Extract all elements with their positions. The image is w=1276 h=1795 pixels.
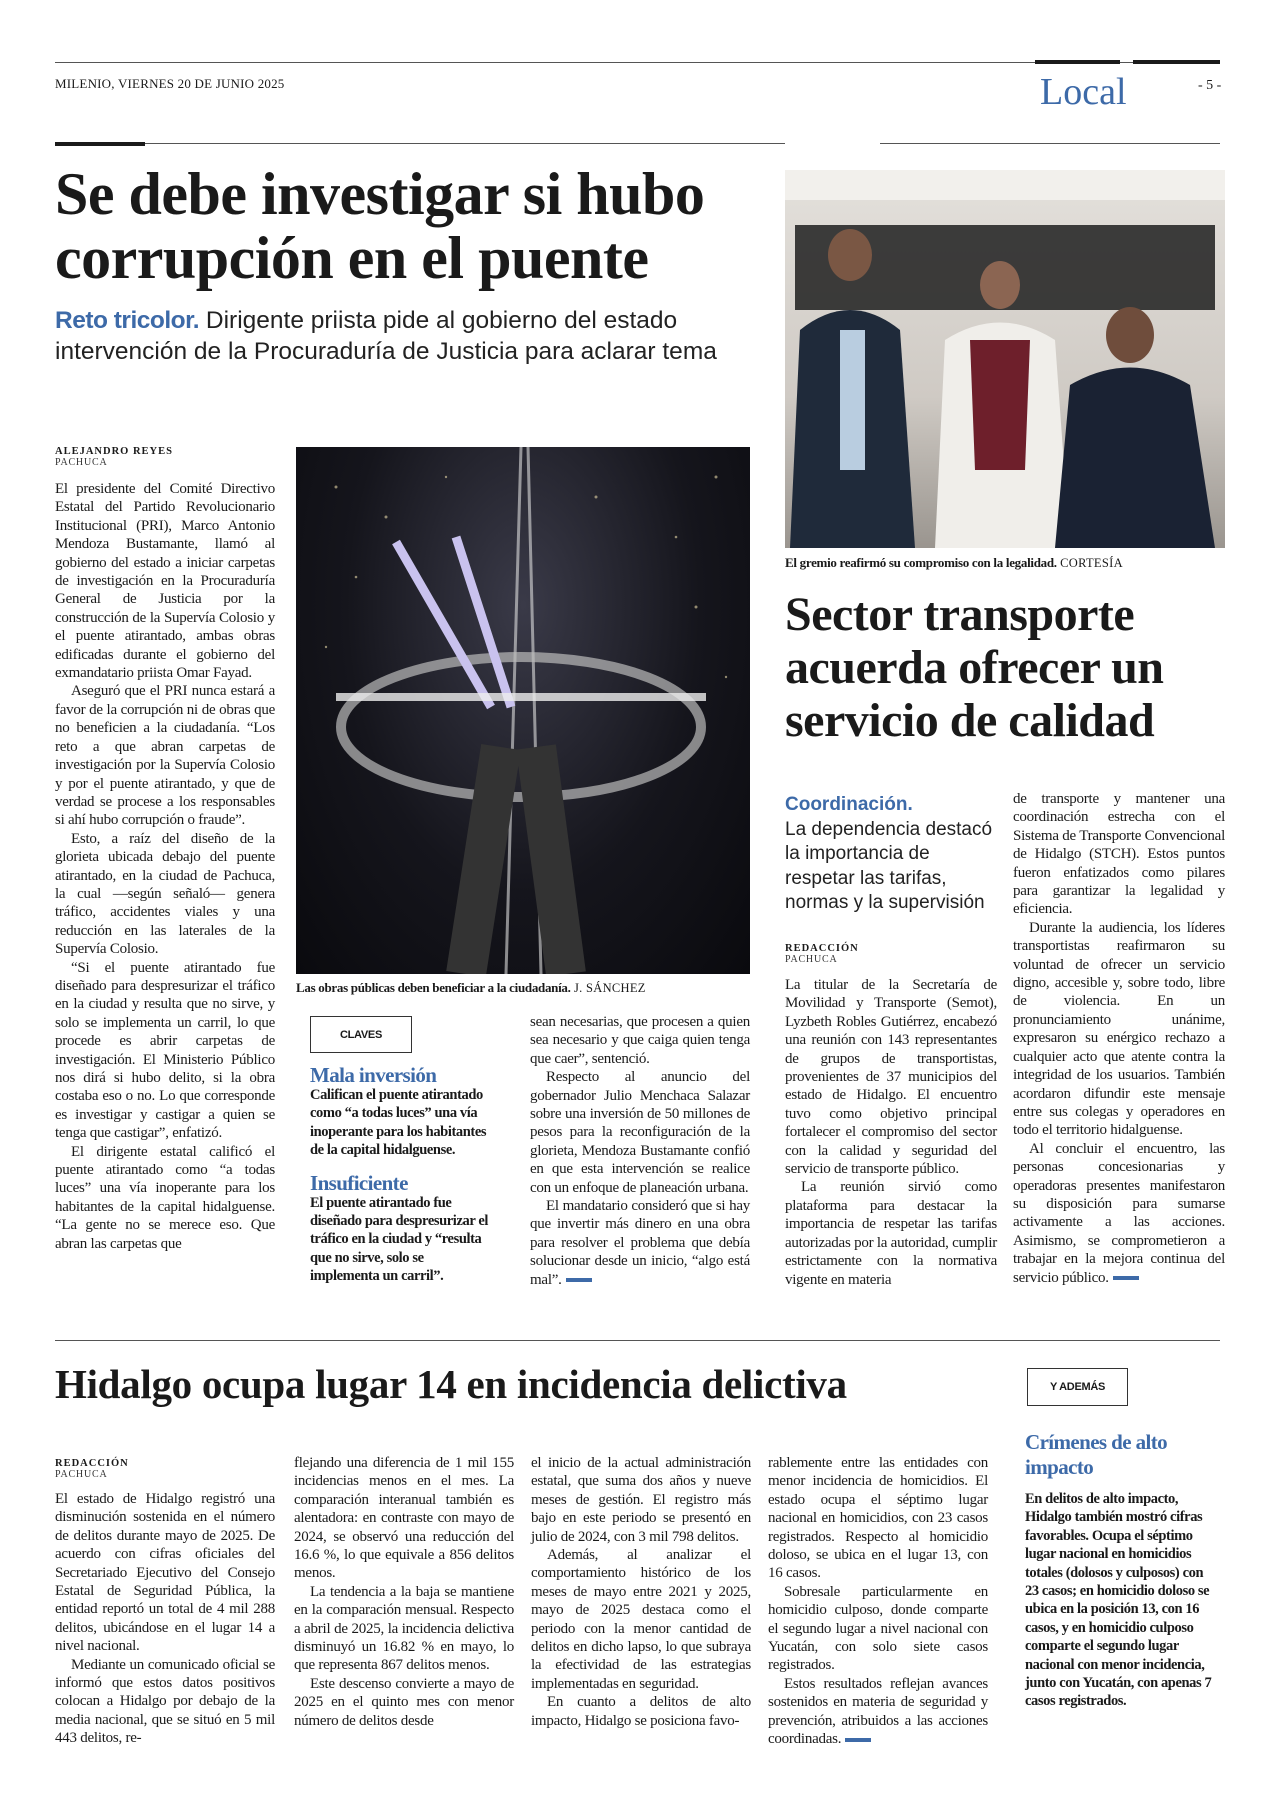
paragraph: Este descenso convierte a mayo de 2025 en el quinto mes con menor número de delitos desde: [294, 1675, 514, 1729]
claves-item-title: Mala inversión: [310, 1063, 437, 1087]
article-column: [1013, 790, 1225, 1287]
paragraph: Además, al analizar el comportamiento histórico de los meses de mayo entre 2021 y 2025, mayo de 2025 destaca como el periodo con la menor cantidad de delitos en dicho lapso, lo que subraya la efectividad de las estrategias implementadas en seguridad.: [531, 1547, 751, 1692]
paragraph: El presidente del Comité Directivo Estatal del Partido Revolucionario Institucional (PRI), Marco Antonio Mendoza Bustamante, llamó al gobierno del estado a iniciar carpetas de investigación en la Procuraduría General de Justicia por la construcción de la Supervía Colosio y el puente atirantado, ambas obras edificadas durante el gobierno del exmandatario priista Omar Fayad.: [55, 481, 275, 682]
paragraph: Sobresale particularmente en homicidio culposo, donde comparte el segundo lugar a nivel nacional con Yucatán, con solo siete casos registrados.: [768, 1583, 988, 1674]
paragraph: Esto, a raíz del diseño de la glorieta ubicada debajo del puente atirantado, en la ciudad de Pachuca, la cual —según señaló— genera tráfico, accidentes viales y una reducción en las laterales de la Supervía Colosio.: [55, 830, 275, 958]
section-accent-bar: [55, 142, 145, 146]
paragraph: La reunión sirvió como plataforma para destacar la importancia de respetar las tarifas autorizadas por la autoridad, cumplir estrictamente con la normativa vigente en materia: [785, 1179, 997, 1288]
sidebar-box: [1025, 1430, 1220, 1711]
paragraph: de transporte y mantener una coordinación estrecha con el Sistema de Transporte Convencional de Hidalgo (STCH). Estos puntos fueron enfatizados como pilares para garantizar la legalidad y eficiencia.: [1013, 791, 1225, 918]
claves-item-title: Insuficiente: [310, 1170, 408, 1195]
byline-block: [55, 1458, 275, 1480]
paragraph: Durante la audiencia, los líderes transportistas reafirmaron su voluntad de ofrecer un servicio digno, accesible y, sobre todo, libre de violencia. En un pronunciamiento unánime, expresaron su enérgico rechazo a cualquier acto que atente contra la integridad de los usuarios. También acordaron difundir este mensaje entre sus colegas y operadores en todo el territorio hidalguense.: [1013, 919, 1225, 1139]
photo-credit: J. SÁNCHEZ: [570, 981, 646, 995]
dateline-place: PACHUCA: [785, 954, 838, 965]
claves-item-text: El puente atirantado fue diseñado para despresurizar el tráfico en la ciudad y “resulta que no sirve, solo se implementa un carril”.: [310, 1194, 488, 1285]
byline-block: [55, 446, 275, 468]
bridge-illustration: [296, 447, 750, 974]
dateline-place: PACHUCA: [55, 457, 108, 468]
paragraph: El dirigente estatal calificó el puente atirantado como “a todas luces” una vía inoperante para los habitantes de la capital hidalguense. “La gente no se merece eso. Que abran las carpetas que: [55, 1143, 275, 1252]
byline: ALEJANDRO REYES: [55, 446, 173, 457]
deck-kicker: Reto tricolor.: [55, 307, 200, 334]
column-gap: [785, 142, 880, 145]
photo-credit: CORTESÍA: [1056, 556, 1123, 570]
deck-transport: [785, 793, 1000, 916]
section-rule: [55, 143, 1220, 144]
article-column: [294, 1454, 514, 1730]
article-column: [55, 1490, 275, 1748]
photo-caption: [296, 980, 756, 996]
article-column: [785, 976, 997, 1289]
sidebar-title: Crímenes de alto impacto: [1025, 1430, 1168, 1479]
caption-text: El gremio reafirmó su compromiso con la legalidad.: [785, 555, 1057, 570]
y-ademas-label: Y ADEMÁS: [1027, 1368, 1128, 1406]
end-mark: [845, 1738, 871, 1742]
paragraph-text: Al concluir el encuentro, las personas concesionarias y operadoras presentes manifestaron su disposición para sumarse activamente a las acciones. Asimismo, se comprometieron a trabajar en la mejora continua del servicio público.: [1013, 1140, 1225, 1286]
paragraph: [1013, 1140, 1225, 1287]
paragraph: “Si el puente atirantado fue diseñado para despresurizar el tráfico en la ciudad y resulta que no sirve, y solo se implementa un carril, lo que procede es abrir carpetas de investigación. El Ministerio Público nos dirá si hubo delito, si la obra costaba eso o no. Lo que corresponde es investigar y castigar a quien se tenga que castigar”, enfatizó.: [55, 959, 275, 1142]
paragraph: rablemente entre las entidades con menor incidencia de homicidios. El estado ocupa el séptimo lugar nacional en homicidios, con 23 casos registrados. Respecto al homicidio doloso, se ubica en el lugar 13, con 16 casos.: [768, 1455, 988, 1582]
section-title: Local: [1040, 71, 1127, 113]
paragraph-text: Estos resultados reflejan avances sostenidos en materia de seguridad y prevención, atribuidos a las acciones coordinadas.: [768, 1675, 988, 1748]
headline-main: Se debe investigar si hubo corrupción en el puente: [55, 161, 705, 291]
paragraph: flejando una diferencia de 1 mil 155 incidencias menos en el mes. La comparación interanual también es alentadora: en contraste con mayo de 2024, se observó una reducción del 16.6 %, lo que equivale a 856 delitos menos.: [294, 1455, 514, 1582]
paragraph: sean necesarias, que procesen a quien sea necesario y que caiga quien tenga que caer”, sentenció.: [530, 1014, 750, 1067]
deck-text: Dirigente priista pide al gobierno del estado intervención de la Procuraduría de Justicia para aclarar tema: [55, 307, 717, 365]
header-accent-bar: [1035, 60, 1120, 64]
byline: REDACCIÓN: [785, 943, 859, 954]
claves-list: [310, 1064, 495, 1286]
people-illustration: [785, 170, 1225, 548]
caption-text: Las obras públicas deben beneficiar a la ciudadanía.: [296, 980, 571, 995]
claves-label: CLAVES: [310, 1016, 412, 1053]
paragraph: La tendencia a la baja se mantiene en la comparación mensual. Respecto a abril de 2025, la incidencia delictiva disminuyó un 16.82 % en mayo, lo que representa 867 delitos menos.: [294, 1583, 514, 1674]
article-column: [55, 480, 275, 1253]
deck-kicker: Coordinación.: [785, 794, 913, 815]
article-column: [530, 1013, 750, 1289]
byline: REDACCIÓN: [55, 1458, 129, 1469]
paragraph: La titular de la Secretaría de Movilidad y Transporte (Semot), Lyzbeth Robles Gutiérrez, encabezó una reunión con 143 representantes de grupos de transportistas, provenientes de 37 municipios del estado de Hidalgo. El encuentro tuvo como objetivo principal fortalecer el compromiso del sector con la calidad y seguridad del servicio de transporte público.: [785, 977, 997, 1178]
dateline-place: PACHUCA: [55, 1469, 108, 1480]
deck-text: La dependencia destacó la importancia de respetar las tarifas, normas y la supervisión: [785, 818, 993, 913]
paragraph: el inicio de la actual administración estatal, que suma dos años y nueve meses de gestión. El registro más bajo en este periodo se presentó en julio de 2024, con 3 mil 798 delitos.: [531, 1455, 751, 1545]
claves-item-text: Califican el puente atirantado como “a todas luces” una vía inoperante para los habitantes de la capital hidalguense.: [310, 1087, 487, 1159]
paragraph: El estado de Hidalgo registró una disminución sostenida en el número de delitos durante mayo de 2025. De acuerdo con cifras oficiales del Secretariado Ejecutivo del Consejo Estatal de Seguridad Pública, la entidad reportó un total de 4 mil 288 delitos, ubicándose en el lugar 14 a nivel nacional.: [55, 1491, 275, 1655]
date-line: MILENIO, VIERNES 20 DE JUNIO 2025: [55, 76, 285, 91]
paragraph: [768, 1675, 988, 1749]
page-number: - 5 -: [1198, 78, 1222, 93]
article-column: [531, 1454, 751, 1730]
paragraph: [530, 1197, 750, 1289]
story-rule: [55, 1340, 1220, 1341]
paragraph-text: El mandatario consideró que si hay que invertir más dinero en una obra para resolver el problema que debía solucionar desde un inicio, “algo está mal”.: [530, 1198, 750, 1288]
photo-caption: [785, 555, 1235, 571]
sidebar-text: En delitos de alto impacto, Hidalgo también mostró cifras favorables. Ocupa el séptimo lugar nacional en homicidios totales (dolosos y culposos) con 23 casos; en homicidio doloso se ubica en la posición 13, con 16 casos, y en homicidio culposo comparte el segundo lugar nacional con menor incidencia, junto con Yucatán, con apenas 7 casos registrados.: [1025, 1491, 1212, 1710]
end-mark: [1113, 1276, 1139, 1280]
paragraph: En cuanto a delitos de alto impacto, Hidalgo se posiciona favo-: [531, 1694, 751, 1729]
header-accent-bar: [1133, 60, 1220, 64]
headline-transport: Sector transporte acuerda ofrecer un servicio de calidad: [785, 588, 1164, 747]
paragraph: Respecto al anuncio del gobernador Julio Menchaca Salazar sobre una inversión de 50 millones de pesos para la reconfiguración de la glorieta, Mendoza Bustamante confió en que esta intervención se realice con un enfoque de planeación urbana.: [530, 1069, 750, 1196]
byline-block: [785, 943, 1000, 965]
end-mark: [566, 1278, 592, 1282]
meeting-photo: [785, 170, 1225, 548]
paragraph: Mediante un comunicado oficial se informó que estos datos positivos colocan a Hidalgo por debajo de la media nacional, que se situó en 5 mil 443 delitos, re-: [55, 1656, 275, 1747]
deck-main: [55, 305, 775, 367]
headline-crime: Hidalgo ocupa lugar 14 en incidencia delictiva: [55, 1361, 847, 1407]
bridge-photo: [296, 447, 750, 974]
article-column: [768, 1454, 988, 1749]
paragraph: Aseguró que el PRI nunca estará a favor de la corrupción ni de obras que no beneficien a la ciudadanía. “Los reto a que abran carpetas de investigación por la Supervía Colosio y por el puente atirantado, y que de verdad se procese a los responsables si ahí hubo corrupción o fraude”.: [55, 683, 275, 829]
